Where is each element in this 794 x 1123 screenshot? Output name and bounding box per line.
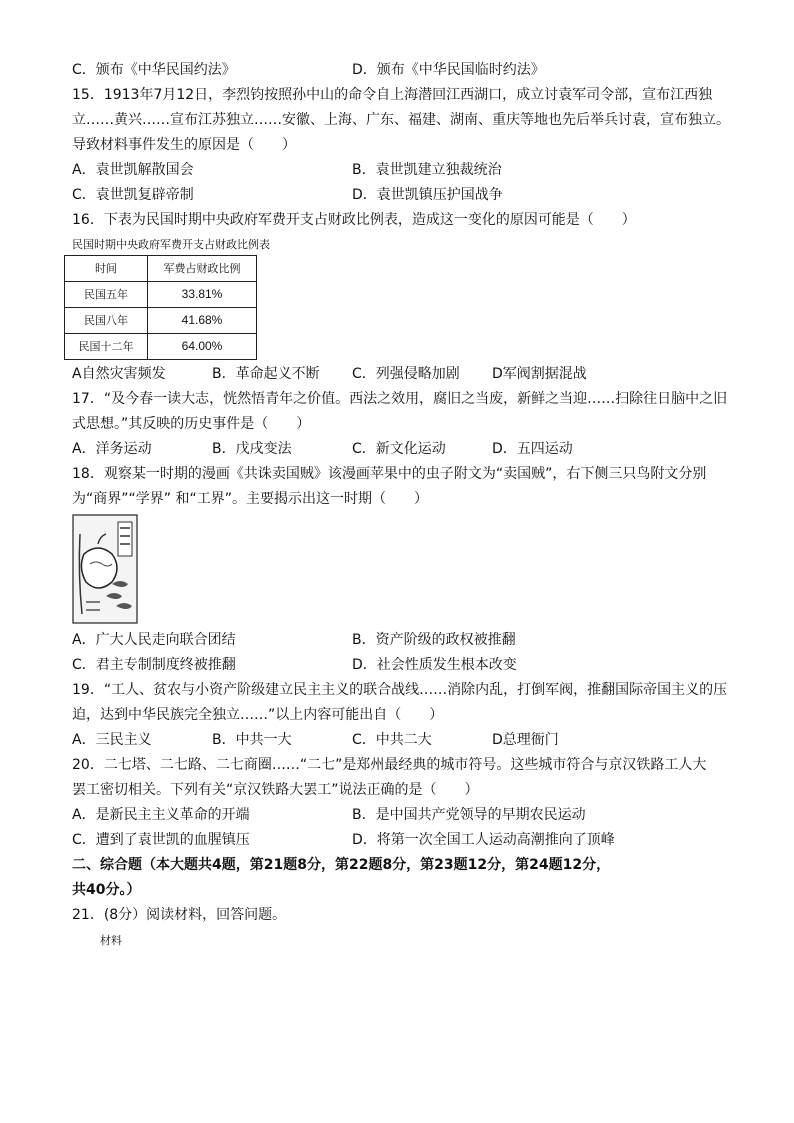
q15-stem-3: 导致材料事件发生的原因是（ ） xyxy=(72,137,296,153)
q16-table xyxy=(64,255,257,360)
q21-stem: 21．(8分）阅读材料，回答问题。 xyxy=(72,907,287,923)
q15-option-a[interactable]: A．袁世凯解散国会 xyxy=(72,162,194,178)
q16-options xyxy=(72,362,752,387)
q15-option-b[interactable]: B．袁世凯建立独裁统治 xyxy=(352,162,502,178)
table-header-row xyxy=(65,256,257,282)
q19-option-a[interactable]: A．三民主义 xyxy=(72,732,152,748)
q14-option-c[interactable]: C．颁布《中华民国约法》 xyxy=(72,62,236,78)
q20-option-c[interactable]: C．遭到了袁世凯的血腥镇压 xyxy=(72,832,250,848)
q15-stem-1: 15．1913年7月12日，李烈钧按照孙中山的命令自上海潜回江西湖口，成立讨袁军司令部，宣布江西独 xyxy=(72,87,713,103)
q16-option-a[interactable]: A自然灾害频发 xyxy=(72,366,166,382)
q17-option-b[interactable]: B．戊戌变法 xyxy=(212,441,292,457)
q14-options-cd xyxy=(72,58,752,83)
q18-option-b[interactable]: B．资产阶级的政权被推翻 xyxy=(352,632,516,648)
q18-option-d[interactable]: D．社会性质发生根本改变 xyxy=(352,657,517,673)
q19-options xyxy=(72,728,752,753)
table-cell: 民国十二年 xyxy=(65,334,148,360)
table-row xyxy=(65,334,257,360)
q16-stem: 16．下表为民国时期中央政府军费开支占财政比例表，造成这一变化的原因可能是（ ） xyxy=(72,212,636,228)
q16-option-b[interactable]: B．革命起义不断 xyxy=(212,366,320,382)
q17-option-c[interactable]: C．新文化运动 xyxy=(352,441,446,457)
q15-option-c[interactable]: C．袁世凯复辟帝制 xyxy=(72,187,194,203)
section2-heading-2: 共40分。） xyxy=(72,882,141,898)
cartoon-image xyxy=(72,514,138,624)
table-cell: 33.81% xyxy=(148,282,257,308)
q19-option-c[interactable]: C．中共二大 xyxy=(352,732,432,748)
q15-options-cd xyxy=(72,183,752,208)
q19-stem-1: 19．“工人、贫农与小资产阶级建立民主主义的联合战线……消除内乱，打倒军阀，推翻国际帝国主义的压 xyxy=(72,682,728,698)
q20-option-d[interactable]: D．将第一次全国工人运动高潮推向了顶峰 xyxy=(352,832,615,848)
q19-option-b[interactable]: B．中共一大 xyxy=(212,732,292,748)
table-cell: 64.00% xyxy=(148,334,257,360)
table-cell: 民国五年 xyxy=(65,282,148,308)
q20-options-ab xyxy=(72,803,752,828)
q16-option-c[interactable]: C．列强侵略加剧 xyxy=(352,366,460,382)
table-cell: 41.68% xyxy=(148,308,257,334)
q20-option-b[interactable]: B．是中国共产党领导的早期农民运动 xyxy=(352,807,586,823)
q15-option-d[interactable]: D．袁世凯镇压护国战争 xyxy=(352,187,503,203)
table-header-cell: 军费占财政比例 xyxy=(148,256,257,282)
q18-stem-1: 18．观察某一时期的漫画《共诛卖国贼》该漫画苹果中的虫子附文为“卖国贼”，右下侧三只鸟附文分别 xyxy=(72,466,707,482)
table-row xyxy=(65,282,257,308)
q20-stem-2: 罢工密切相关。下列有关“京汉铁路大罢工”说法正确的是（ ） xyxy=(72,782,479,798)
exam-page xyxy=(72,58,752,953)
q17-option-d[interactable]: D．五四运动 xyxy=(492,441,573,457)
q15-options-ab xyxy=(72,158,752,183)
q17-stem-1: 17．“及今春一读大志，恍然悟青年之价值。西法之效用，腐旧之当废，新鲜之当迎……扫除往日脑中之旧 xyxy=(72,391,728,407)
q20-option-a[interactable]: A．是新民主主义革命的开端 xyxy=(72,807,250,823)
q17-stem-2: 式思想。”其反映的历史事件是（ ） xyxy=(72,416,311,432)
q15-stem-2: 立……黄兴……宣布江苏独立……安徽、上海、广东、福建、湖南、重庆等地也先后举兵讨袁，宣布独立。 xyxy=(72,112,730,128)
q19-stem-2: 迫，达到中华民族完全独立……”以上内容可能出自（ ） xyxy=(72,707,444,723)
table-header-cell: 时间 xyxy=(65,256,148,282)
q20-stem-1: 20．二七塔、二七路、二七商圈……“二七”是郑州最经典的城市符号。这些城市符合与京汉铁路工人大 xyxy=(72,757,707,773)
section2-heading-1: 二、综合题（本大题共4题，第21题8分，第22题8分，第23题12分，第24题12分， xyxy=(72,857,611,873)
q18-option-a[interactable]: A．广大人民走向联合团结 xyxy=(72,632,236,648)
q19-option-d[interactable]: D总理衙门 xyxy=(492,732,559,748)
table-cell: 民国八年 xyxy=(65,308,148,334)
q14-option-d[interactable]: D．颁布《中华民国临时约法》 xyxy=(352,62,545,78)
q16-option-d[interactable]: D军阀割据混战 xyxy=(492,366,587,382)
q18-options-ab xyxy=(72,628,752,653)
q18-stem-2: 为“商界”“学界” 和“工界”。主要揭示出这一时期（ ） xyxy=(72,491,428,507)
q17-option-a[interactable]: A．洋务运动 xyxy=(72,441,152,457)
q20-options-cd xyxy=(72,828,752,853)
q18-option-c[interactable]: C．君主专制制度终被推翻 xyxy=(72,657,236,673)
q18-options-cd xyxy=(72,653,752,678)
table-row xyxy=(65,308,257,334)
q21-material-label: 材料 xyxy=(100,934,122,947)
q16-table-caption: 民国时期中央政府军费开支占财政比例表 xyxy=(72,238,270,251)
q17-options xyxy=(72,437,752,462)
